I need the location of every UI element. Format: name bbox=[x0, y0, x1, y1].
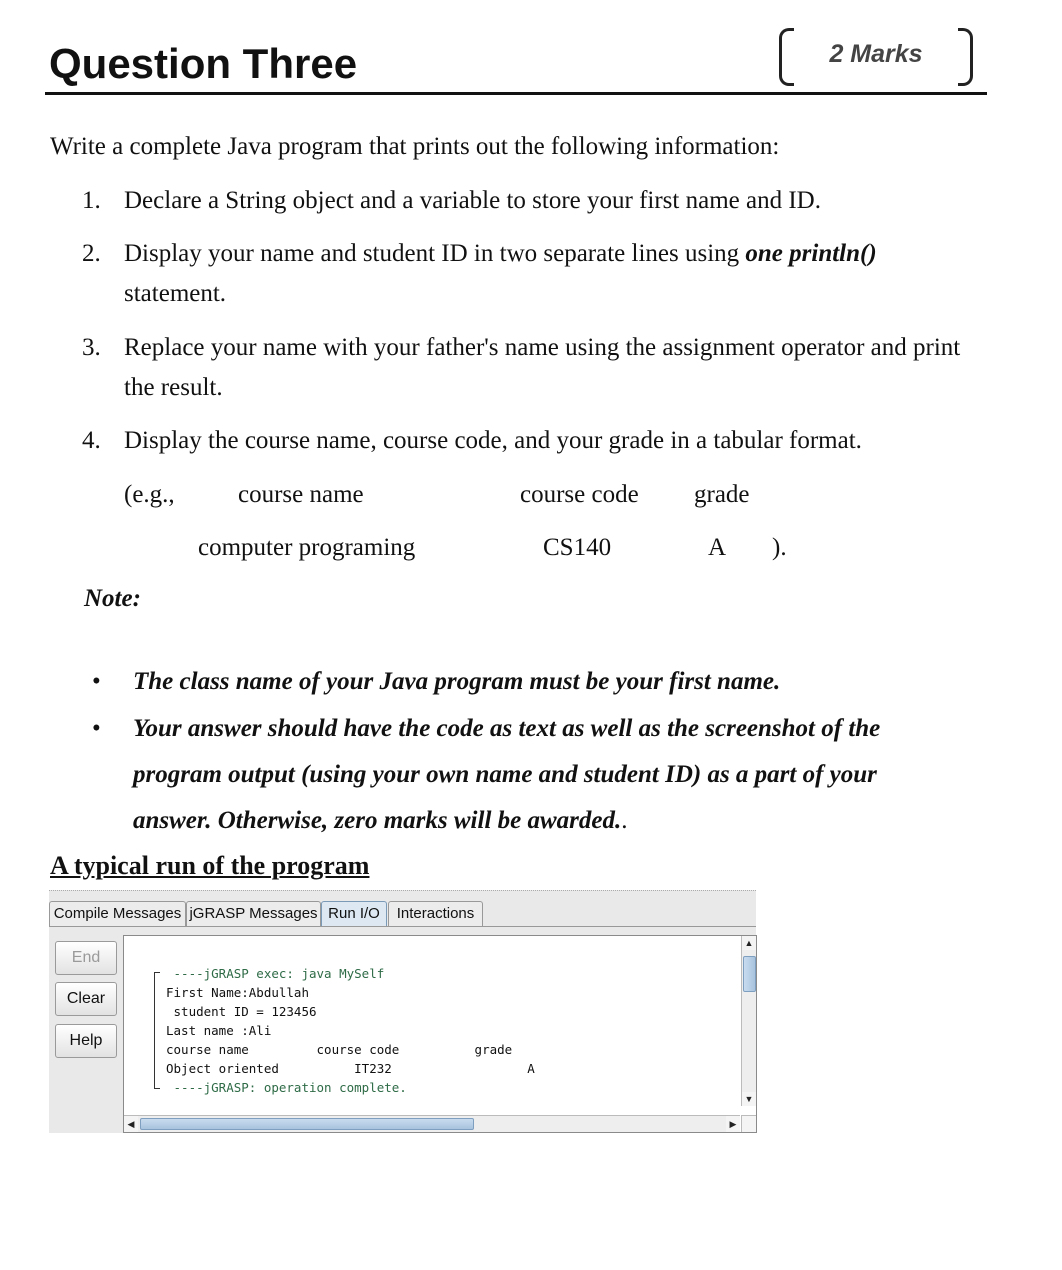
emphasis-text: one println() bbox=[745, 240, 877, 267]
horizontal-scroll-thumb[interactable] bbox=[140, 1118, 474, 1130]
bullet-icon: • bbox=[92, 668, 101, 695]
vertical-scrollbar[interactable] bbox=[741, 936, 756, 1106]
list-number: 2. bbox=[82, 240, 101, 267]
note-label: Note: bbox=[84, 585, 141, 612]
note-bullet-1: The class name of your Java program must be your first name. bbox=[133, 668, 781, 695]
note-bullet-2-line-3-text: answer. Otherwise, zero marks will be awarded. bbox=[133, 807, 622, 834]
list-text: Declare a String object and a variable to store your first name and ID. bbox=[124, 187, 821, 214]
console-line: Object oriented IT232 A bbox=[166, 1061, 535, 1076]
scroll-up-icon[interactable]: ▲ bbox=[742, 936, 756, 950]
list-text bbox=[124, 234, 974, 314]
marks-box bbox=[773, 26, 979, 84]
intro-text: Write a complete Java program that prints out the following information: bbox=[50, 133, 780, 160]
console-line: student ID = 123456 bbox=[166, 1004, 317, 1019]
example-prefix: (e.g., bbox=[124, 481, 175, 508]
jgrasp-output-panel bbox=[49, 890, 756, 1133]
vertical-scroll-thumb[interactable] bbox=[743, 956, 756, 992]
example-row-course-name: computer programing bbox=[198, 534, 416, 561]
list-number: 1. bbox=[82, 187, 101, 214]
help-button[interactable]: Help bbox=[55, 1024, 117, 1058]
scroll-corner bbox=[741, 1115, 756, 1132]
horizontal-scrollbar[interactable] bbox=[124, 1115, 740, 1132]
scroll-right-icon[interactable]: ▶ bbox=[726, 1116, 740, 1132]
tab-divider bbox=[49, 926, 756, 927]
bullet-icon: • bbox=[92, 715, 101, 742]
note-bullet-2-line-2: program output (using your own name and student ID) as a part of your bbox=[133, 761, 877, 788]
example-header-course-code: course code bbox=[520, 481, 639, 508]
end-button[interactable]: End bbox=[55, 941, 117, 975]
example-header-grade: grade bbox=[694, 481, 750, 508]
list-number: 3. bbox=[82, 334, 101, 361]
console-output bbox=[166, 964, 535, 1097]
example-row-grade: A bbox=[708, 534, 727, 561]
list-text-part: statement. bbox=[124, 280, 227, 307]
console-start-line: ----jGRASP exec: java MySelf bbox=[166, 966, 385, 981]
list-number: 4. bbox=[82, 427, 101, 454]
example-suffix: ). bbox=[772, 534, 787, 561]
question-title: Question Three bbox=[49, 40, 358, 87]
question-header bbox=[45, 22, 987, 95]
note-bullet-2-line-3 bbox=[133, 807, 628, 835]
console-line: First Name:Abdullah bbox=[166, 985, 309, 1000]
tab-run-io[interactable]: Run I/O bbox=[321, 901, 387, 926]
right-bracket-icon bbox=[958, 28, 973, 86]
trailing-period: . bbox=[621, 807, 628, 834]
tab-interactions[interactable]: Interactions bbox=[388, 901, 483, 926]
list-text: Replace your name with your father's name using the assignment operator and print the result. bbox=[124, 334, 961, 401]
list-text: Display the course name, course code, and your grade in a tabular format. bbox=[124, 427, 862, 454]
scroll-down-icon[interactable]: ▼ bbox=[742, 1092, 756, 1106]
tab-compile-messages[interactable]: Compile Messages bbox=[49, 901, 186, 926]
console-line: Last name :Ali bbox=[166, 1023, 272, 1038]
run-io-console[interactable] bbox=[123, 935, 757, 1133]
note-bullet-2-line-1: Your answer should have the code as text as well as the screenshot of the bbox=[133, 715, 881, 742]
list-text-part: Display your name and student ID in two separate lines using bbox=[124, 240, 746, 267]
example-row-course-code: CS140 bbox=[543, 534, 612, 561]
clear-button[interactable]: Clear bbox=[55, 982, 117, 1016]
console-end-line: ----jGRASP: operation complete. bbox=[166, 1080, 407, 1095]
tab-jgrasp-messages[interactable]: jGRASP Messages bbox=[186, 901, 321, 926]
output-brace-icon bbox=[154, 972, 160, 1089]
marks-label: 2 Marks bbox=[829, 40, 923, 68]
typical-run-heading: A typical run of the program bbox=[50, 851, 370, 880]
console-line: course name course code grade bbox=[166, 1042, 513, 1057]
scroll-left-icon[interactable]: ◀ bbox=[124, 1116, 138, 1132]
tab-bar bbox=[49, 901, 756, 927]
example-header-course-name: course name bbox=[238, 481, 364, 508]
